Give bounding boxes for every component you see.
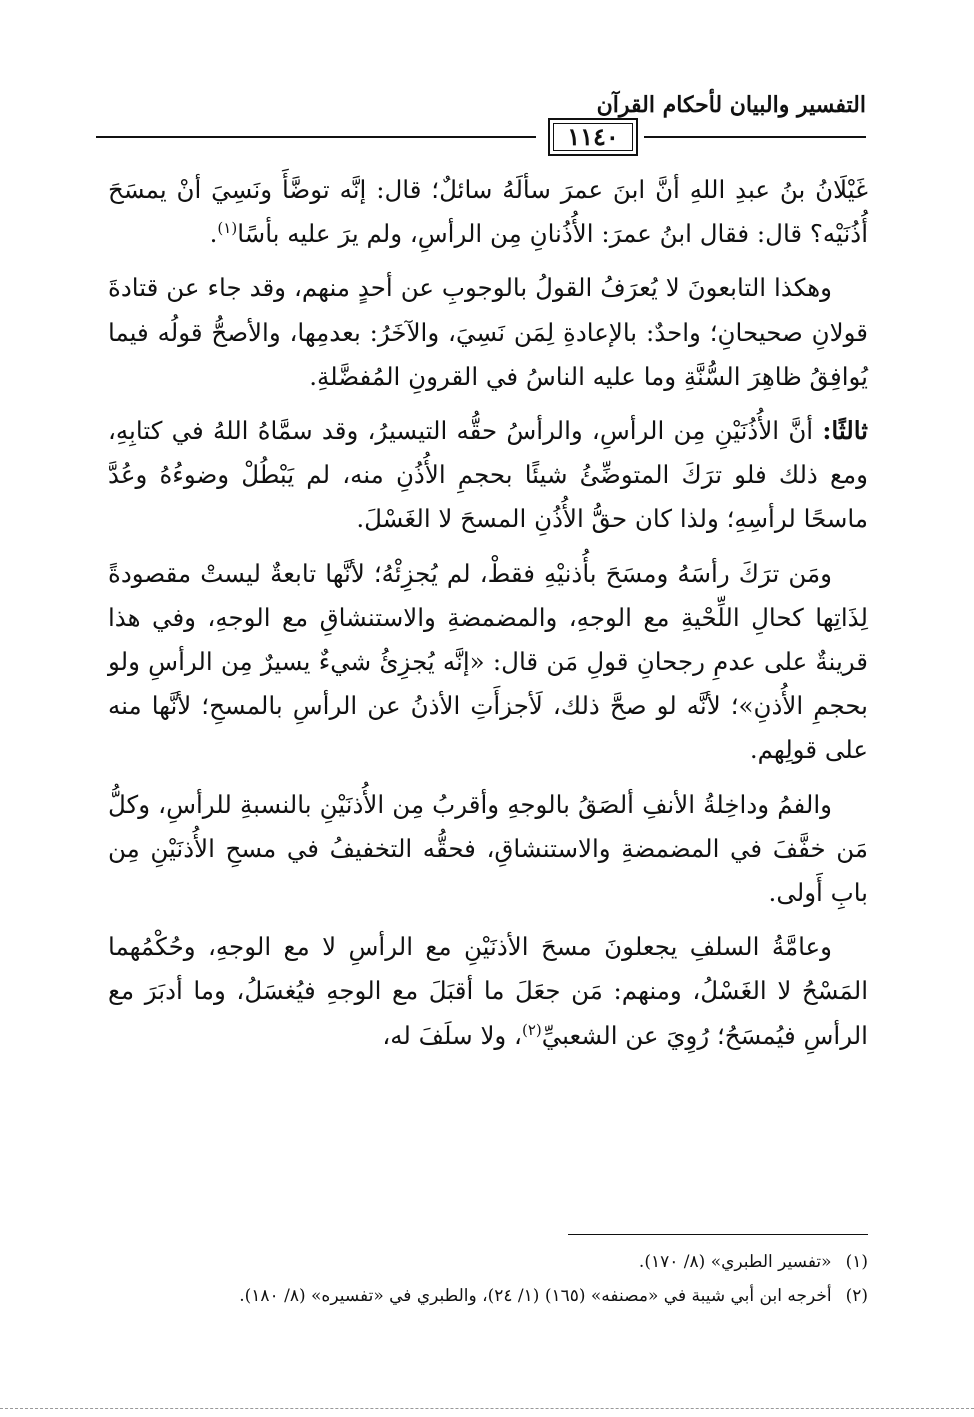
footnote-ref-2: (٢) — [521, 1020, 542, 1039]
paragraph-text: وعامَّةُ السلفِ يجعلونَ مسحَ الأذنَيْنِ مع الرأسِ لا مع الوجهِ، وحُكْمُهما المَسْحُ لا الغَسْلُ، ومنهم: مَن جعَلَ ما أقبَلَ مع الوجهِ فيُغسَلُ، وما أدبَرَ مع الرأسِ فيُمسَحُ؛ رُوِيَ عن الشعبيِّ — [108, 932, 868, 1050]
footnote-number: (٢) — [845, 1286, 868, 1306]
footnote-number: (١) — [845, 1252, 868, 1272]
footnote-separator — [568, 1234, 868, 1235]
paragraph-text: والفمُ وداخِلةُ الأنفِ ألصَقُ بالوجهِ وأقربُ مِن الأُذنَيْنِ بالنسبةِ للرأسِ، وكلُّ مَن خفَّفَ في المضمضةِ والاستنشاقِ، فحقُّه التخفيفُ في مسحِ الأُذنَيْنِ مِن بابِ أَولى. — [108, 789, 868, 908]
paragraph-4 — [108, 552, 868, 773]
footnotes — [108, 1245, 868, 1313]
page-header — [96, 92, 866, 156]
paragraph-5 — [108, 783, 868, 916]
paragraph-1 — [108, 168, 868, 256]
paragraph-3 — [108, 409, 868, 542]
footnote-text: أخرجه ابن أبي شيبة في «مصنفه» (١٦٥) (١/ ٢٤)، والطبري في «تفسيره» (٨/ ١٨٠). — [239, 1286, 832, 1306]
paragraph-2 — [108, 266, 868, 399]
footnote-2 — [108, 1279, 868, 1313]
paragraph-lead: ثالثًا: — [822, 416, 868, 446]
page-bottom-border — [0, 1408, 974, 1409]
paragraph-text: أنَّ الأُذُنَيْنِ مِن الرأسِ، والرأسُ حقُّه التيسيرُ، وقد سمَّاهُ اللهُ في كتابِهِ، ومع ذلك فلو ترَكَ المتوضِّئُ شيئًا بحجمِ الأُذُنِ منه، لم يَبْطُلْ وضوءُهُ وعُدَّ ماسحًا لرأسِهِ؛ ولذا كان حقُّ الأُذُنِ المسحَ لا الغَسْلَ. — [108, 416, 868, 534]
paragraph-text: ومَن ترَكَ رأسَهُ ومسَحَ بأُذنيْهِ فقطْ، لم يُجزِئْهُ؛ لأنَّها تابعةٌ ليستْ مقصودةً لِذَاتِها كحالِ اللِّحْيةِ مع الوجهِ، والمضمضةِ والاستنشاقِ مع الوجهِ، وفي هذا قرينةٌ على عدمِ رجحانِ قولِ مَن قال: «إنَّه يُجزِئُ شيءٌ يسيرٌ مِن الرأسِ ولو بحجمِ الأُذنِ»؛ لأنَّه لو صحَّ ذلك، لَأجزأَتِ الأذنُ عن الرأسِ بالمسحِ؛ لأنَّها منه على قولِهم. — [108, 558, 868, 765]
paragraph-6 — [108, 925, 868, 1058]
paragraph-tail: . — [209, 219, 218, 249]
header-rule-left — [96, 136, 536, 138]
footnote-1 — [108, 1245, 868, 1279]
header-rule-right — [644, 136, 866, 138]
running-title: التفسير والبيان لأحكام القرآن — [596, 92, 866, 118]
page-number: ١١٤٠ — [548, 118, 638, 156]
paragraph-text: غَيْلَانُ بنُ عبدِ اللهِ أنَّ ابنَ عمرَ سألَهُ سائلٌ؛ قال: إنَّه توضَّأَ ونَسِيَ أنْ يمسَحَ أُذُنَيْه؟ قال: فقال ابنُ عمرَ: الأُذُنانِ مِن الرأسِ، ولم يرَ عليه بأسًا — [108, 175, 868, 249]
paragraph-text: وهكذا التابعونَ لا يُعرَفُ القولُ بالوجوبِ عن أحدٍ منهم، وقد جاء عن قتادةَ قولانِ صحيحانِ؛ واحدٌ: بالإعادةِ لِمَن نَسِيَ، والآخَرُ: بعدمِها، والأصحُّ قولُه فيما يُوافِقُ ظاهِرَ السُّنَّةِ وما عليه الناسُ في القرونِ المُفضَّلةِ. — [108, 273, 868, 391]
footnote-text: «تفسير الطبري» (٨/ ١٧٠). — [638, 1252, 832, 1272]
body-text — [108, 168, 868, 1068]
paragraph-tail: ، ولا سلَفَ له، — [382, 1020, 522, 1050]
footnote-ref-1: (١) — [217, 219, 238, 238]
